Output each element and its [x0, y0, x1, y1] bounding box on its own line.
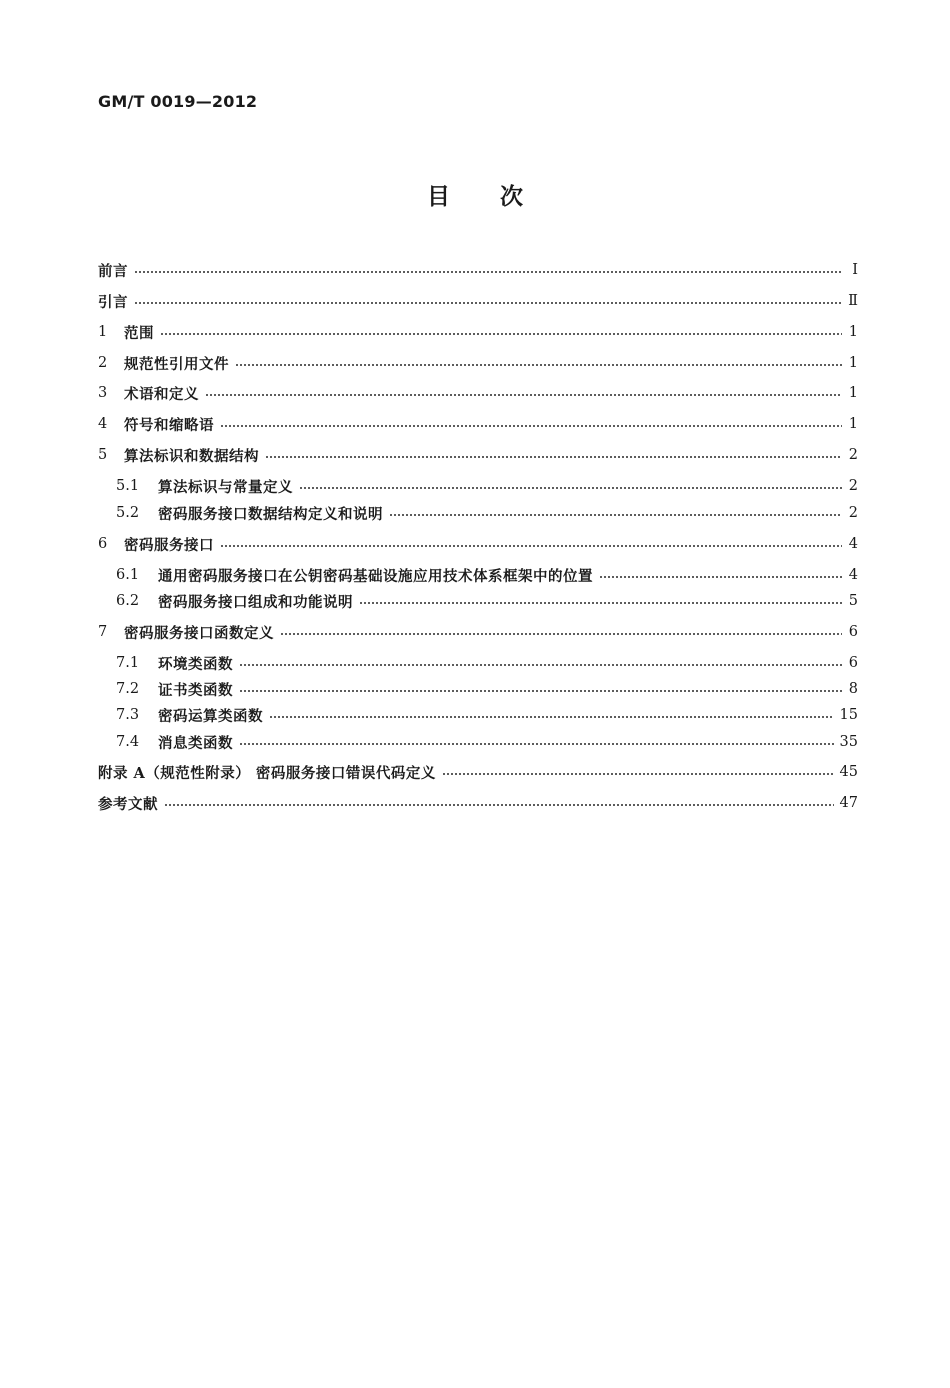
toc-entry-page: 6	[848, 655, 858, 671]
toc-entry-label: 密码服务接口函数定义	[124, 624, 274, 642]
toc-entry-number: 7.4	[116, 734, 140, 750]
toc-entry-introduction[interactable]	[98, 289, 858, 313]
toc-entry-number: 5	[98, 447, 108, 463]
dot-leader	[265, 456, 842, 458]
toc-entry-page: 4	[848, 536, 858, 552]
dot-leader	[299, 487, 842, 489]
toc-entry-label: 附录 A（规范性附录） 密码服务接口错误代码定义	[98, 764, 436, 782]
toc-entry-page: 4	[848, 567, 858, 583]
toc-entry-6[interactable]	[98, 532, 858, 556]
toc-entry-6-1[interactable]	[98, 563, 858, 587]
toc-entry-page: 1	[848, 324, 858, 340]
toc-entry-number: 3	[98, 385, 108, 401]
toc-entry-number: 6	[98, 536, 108, 552]
toc-entry-label: 术语和定义	[124, 385, 199, 403]
toc-entry-label: 引言	[98, 293, 128, 311]
dot-leader	[442, 773, 834, 775]
toc-entry-page: 2	[848, 505, 858, 521]
toc-entry-appendix-a[interactable]	[98, 760, 858, 784]
toc-entry-page: 8	[848, 681, 858, 697]
toc-entry-label: 环境类函数	[158, 655, 233, 673]
toc-entry-page: 35	[839, 734, 858, 750]
toc-entry-number: 5.2	[116, 505, 140, 521]
toc-entry-number: 1	[98, 324, 108, 340]
standard-number: GM/T 0019—2012	[98, 92, 258, 111]
toc-entry-5-1[interactable]	[98, 474, 858, 498]
toc-entry-7-4[interactable]	[98, 730, 858, 754]
page-title: 目次	[427, 184, 573, 210]
toc-entry-3[interactable]	[98, 381, 858, 405]
dot-leader	[389, 514, 842, 516]
dot-leader	[220, 545, 842, 547]
toc-entry-references[interactable]	[98, 791, 858, 815]
dot-leader	[269, 716, 834, 718]
dot-leader	[160, 333, 842, 335]
toc-entry-label: 密码运算类函数	[158, 707, 263, 725]
toc-entry-page: 6	[848, 624, 858, 640]
toc-entry-label: 证书类函数	[158, 681, 233, 699]
toc-entry-4[interactable]	[98, 412, 858, 436]
toc-entry-foreword[interactable]	[98, 258, 858, 282]
dot-leader	[235, 364, 842, 366]
toc-entry-page: 47	[839, 795, 858, 811]
toc-entry-page: 2	[848, 478, 858, 494]
toc-entry-number: 7.1	[116, 655, 140, 671]
toc-entry-page: Ⅱ	[848, 293, 858, 309]
dot-leader	[164, 804, 834, 806]
toc-entry-7[interactable]	[98, 620, 858, 644]
dot-leader	[205, 394, 842, 396]
toc-entry-label: 算法标识和数据结构	[124, 447, 259, 465]
toc-entry-5-2[interactable]	[98, 501, 858, 525]
toc-entry-number: 4	[98, 416, 108, 432]
toc-entry-number: 6.2	[116, 593, 140, 609]
toc-entry-page: 2	[848, 447, 858, 463]
toc-entry-5[interactable]	[98, 443, 858, 467]
toc-entry-7-3[interactable]	[98, 703, 858, 727]
dot-leader	[599, 576, 842, 578]
toc-entry-2[interactable]	[98, 351, 858, 375]
toc-entry-label: 规范性引用文件	[124, 355, 229, 373]
dot-leader	[220, 425, 842, 427]
toc-entry-label: 通用密码服务接口在公钥密码基础设施应用技术体系框架中的位置	[158, 567, 593, 585]
dot-leader	[239, 664, 842, 666]
dot-leader	[239, 690, 842, 692]
toc-entry-label: 参考文献	[98, 795, 158, 813]
dot-leader	[359, 602, 842, 604]
toc-entry-label: 密码服务接口	[124, 536, 214, 554]
dot-leader	[134, 302, 842, 304]
toc-entry-label: 算法标识与常量定义	[158, 478, 293, 496]
toc-entry-page: 1	[848, 385, 858, 401]
toc-entry-number: 7.3	[116, 707, 140, 723]
toc-entry-number: 2	[98, 355, 108, 371]
toc-entry-page: 5	[848, 593, 858, 609]
toc-entry-page: Ⅰ	[852, 262, 858, 278]
toc-entry-label: 符号和缩略语	[124, 416, 214, 434]
toc-entry-6-2[interactable]	[98, 589, 858, 613]
toc-entry-1[interactable]	[98, 320, 858, 344]
toc-entry-label: 范围	[124, 324, 154, 342]
dot-leader	[280, 633, 842, 635]
toc-entry-label: 前言	[98, 262, 128, 280]
toc-entry-label: 密码服务接口数据结构定义和说明	[158, 505, 383, 523]
toc-entry-page: 15	[839, 707, 858, 723]
toc-entry-number: 7	[98, 624, 108, 640]
toc-entry-page: 1	[848, 355, 858, 371]
toc-entry-number: 7.2	[116, 681, 140, 697]
toc-entry-number: 6.1	[116, 567, 140, 583]
toc-entry-number: 5.1	[116, 478, 140, 494]
dot-leader	[239, 743, 834, 745]
toc-entry-label: 消息类函数	[158, 734, 233, 752]
toc-entry-7-1[interactable]	[98, 651, 858, 675]
toc-entry-label: 密码服务接口组成和功能说明	[158, 593, 353, 611]
toc-entry-page: 45	[839, 764, 858, 780]
toc-entry-page: 1	[848, 416, 858, 432]
dot-leader	[134, 271, 842, 273]
toc-entry-7-2[interactable]	[98, 677, 858, 701]
